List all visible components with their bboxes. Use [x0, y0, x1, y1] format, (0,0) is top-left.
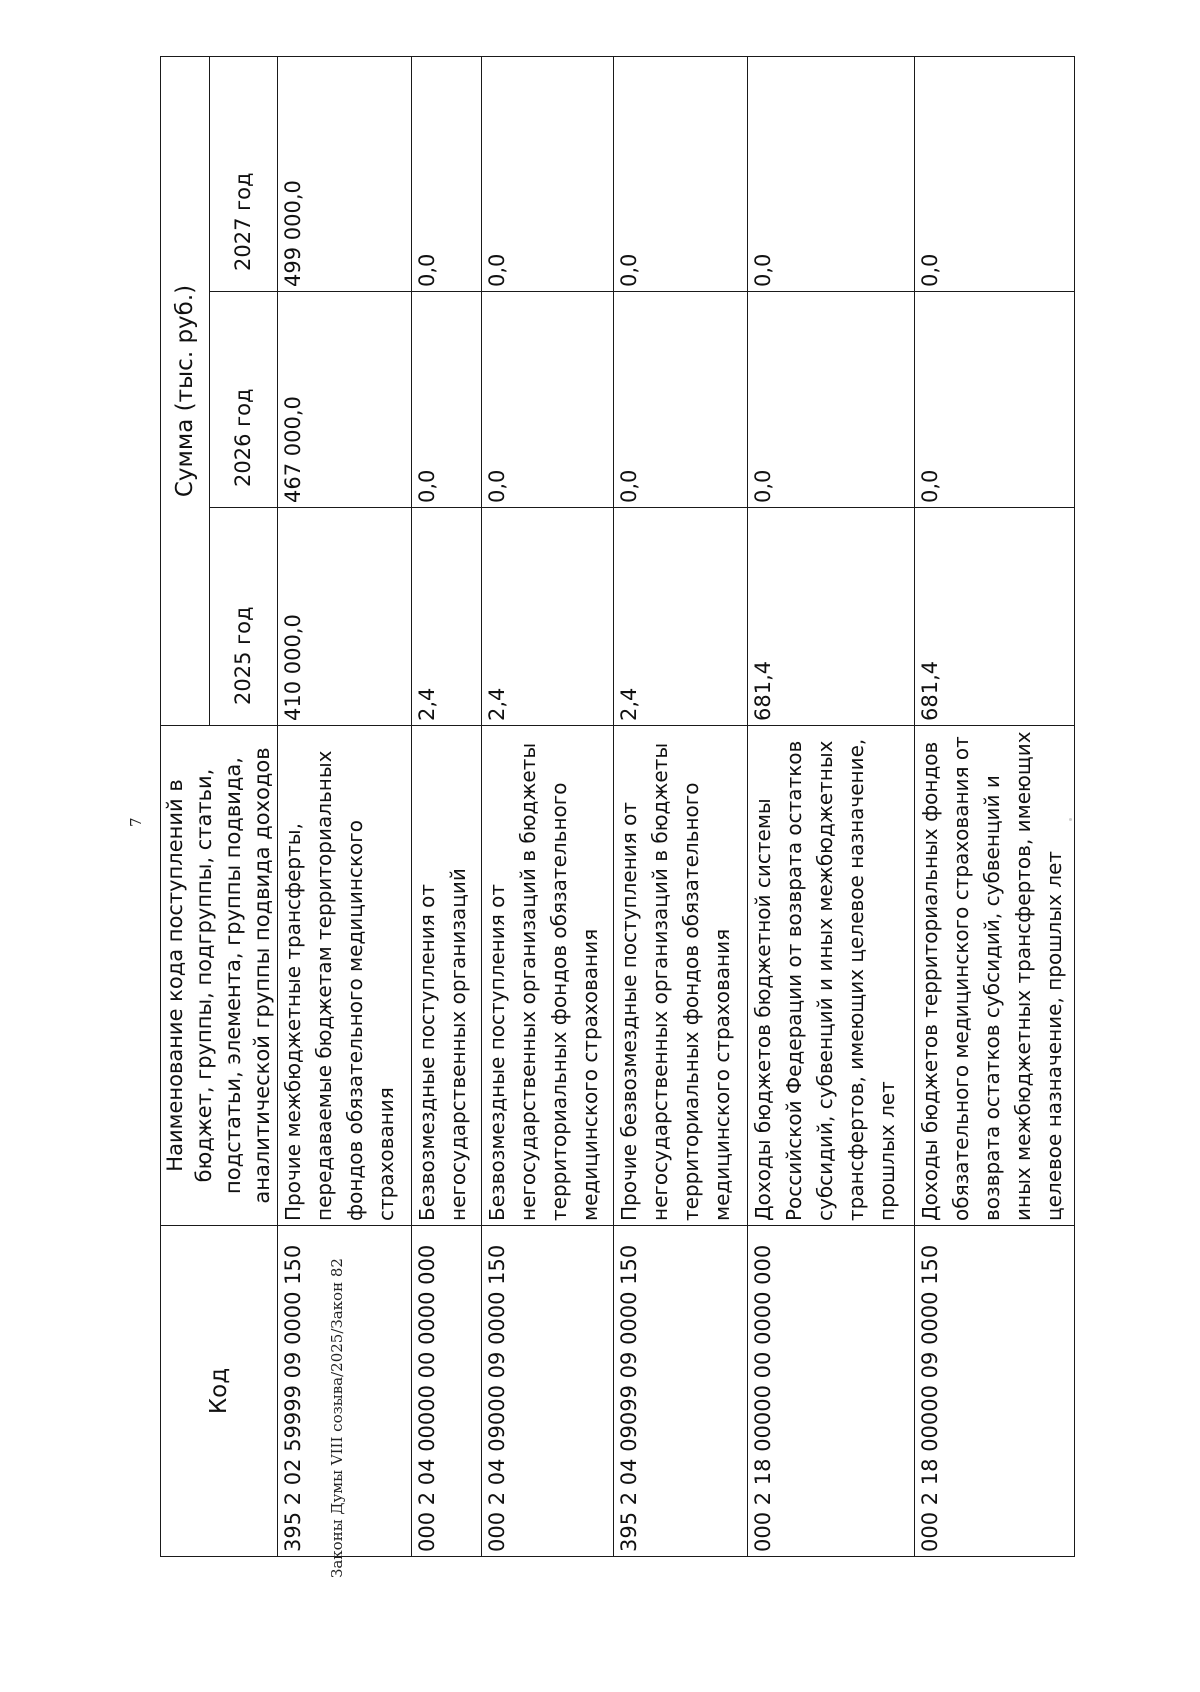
- scan-speck: [1069, 818, 1072, 821]
- row-value-2027: 0,0: [481, 56, 614, 291]
- row-value-2026: 467 000,0: [278, 292, 412, 508]
- row-code: 000 2 04 00000 00 0000 000: [411, 1226, 481, 1557]
- row-code: 000 2 18 00000 09 0000 150: [914, 1226, 1074, 1557]
- row-name: Доходы бюджетов территориальных фондов обязательного медицинского страхования от возврата остатков субсидий, субвенций и иных межбюджетных трансфертов, имеющих целевое назначение, прошлых лет: [914, 726, 1074, 1226]
- rotated-page-content: [127, 57, 1160, 1557]
- row-value-2027: 499 000,0: [278, 56, 412, 291]
- row-value-2025: 2,4: [411, 508, 481, 726]
- header-sum: Сумма (тыс. руб.): [161, 56, 210, 725]
- row-code: 000 2 04 09000 09 0000 150: [481, 1226, 614, 1557]
- table-row: [914, 56, 1074, 1556]
- row-value-2025: 410 000,0: [278, 508, 412, 726]
- row-value-2026: 0,0: [747, 292, 914, 508]
- row-value-2025: 681,4: [914, 508, 1074, 726]
- row-value-2025: 681,4: [747, 508, 914, 726]
- table-row: [411, 56, 481, 1556]
- header-year-2026: 2026 год: [210, 292, 278, 508]
- row-value-2026: 0,0: [614, 292, 748, 508]
- row-value-2027: 0,0: [914, 56, 1074, 291]
- row-value-2027: 0,0: [411, 56, 481, 291]
- row-code: 395 2 04 09099 09 0000 150: [614, 1226, 748, 1557]
- table-row: [747, 56, 914, 1556]
- budget-table: [160, 56, 1075, 1557]
- table-header-row: [161, 56, 210, 1556]
- table-row: [481, 56, 614, 1556]
- page-number: 7: [127, 817, 145, 827]
- header-year-2025: 2025 год: [210, 508, 278, 726]
- row-name: Безвозмездные поступления от негосударственных организаций в бюджеты территориальных фондов обязательного медицинского страхования: [481, 726, 614, 1226]
- header-name: Наименование кода поступлений в бюджет, группы, подгруппы, статьи, подстатьи, элемента, группы подвида, аналитической группы подвида доходов: [161, 726, 278, 1226]
- header-code: Код: [161, 1226, 278, 1557]
- row-value-2026: 0,0: [914, 292, 1074, 508]
- row-name: Безвозмездные поступления от негосударственных организаций: [411, 726, 481, 1226]
- table-row: [614, 56, 748, 1556]
- row-value-2026: 0,0: [411, 292, 481, 508]
- row-code: 000 2 18 00000 00 0000 000: [747, 1226, 914, 1557]
- row-name: Доходы бюджетов бюджетной системы Российской Федерации от возврата остатков субсидий, субвенций и иных межбюджетных трансфертов, имеющих целевое назначение, прошлых лет: [747, 726, 914, 1226]
- row-value-2026: 0,0: [481, 292, 614, 508]
- row-name: Прочие безвозмездные поступления от негосударственных организаций в бюджеты территориальных фондов обязательного медицинского страхования: [614, 726, 748, 1226]
- row-name: Прочие межбюджетные трансферты, передаваемые бюджетам территориальных фондов обязательного медицинского страхования: [278, 726, 412, 1226]
- row-value-2025: 2,4: [481, 508, 614, 726]
- document-footer: Законы Думы VIII созыва/2025/Закон 82: [328, 1258, 346, 1578]
- header-year-2027: 2027 год: [210, 56, 278, 291]
- row-value-2027: 0,0: [747, 56, 914, 291]
- row-code: 395 2 02 59999 09 0000 150: [278, 1226, 412, 1557]
- row-value-2027: 0,0: [614, 56, 748, 291]
- row-value-2025: 2,4: [614, 508, 748, 726]
